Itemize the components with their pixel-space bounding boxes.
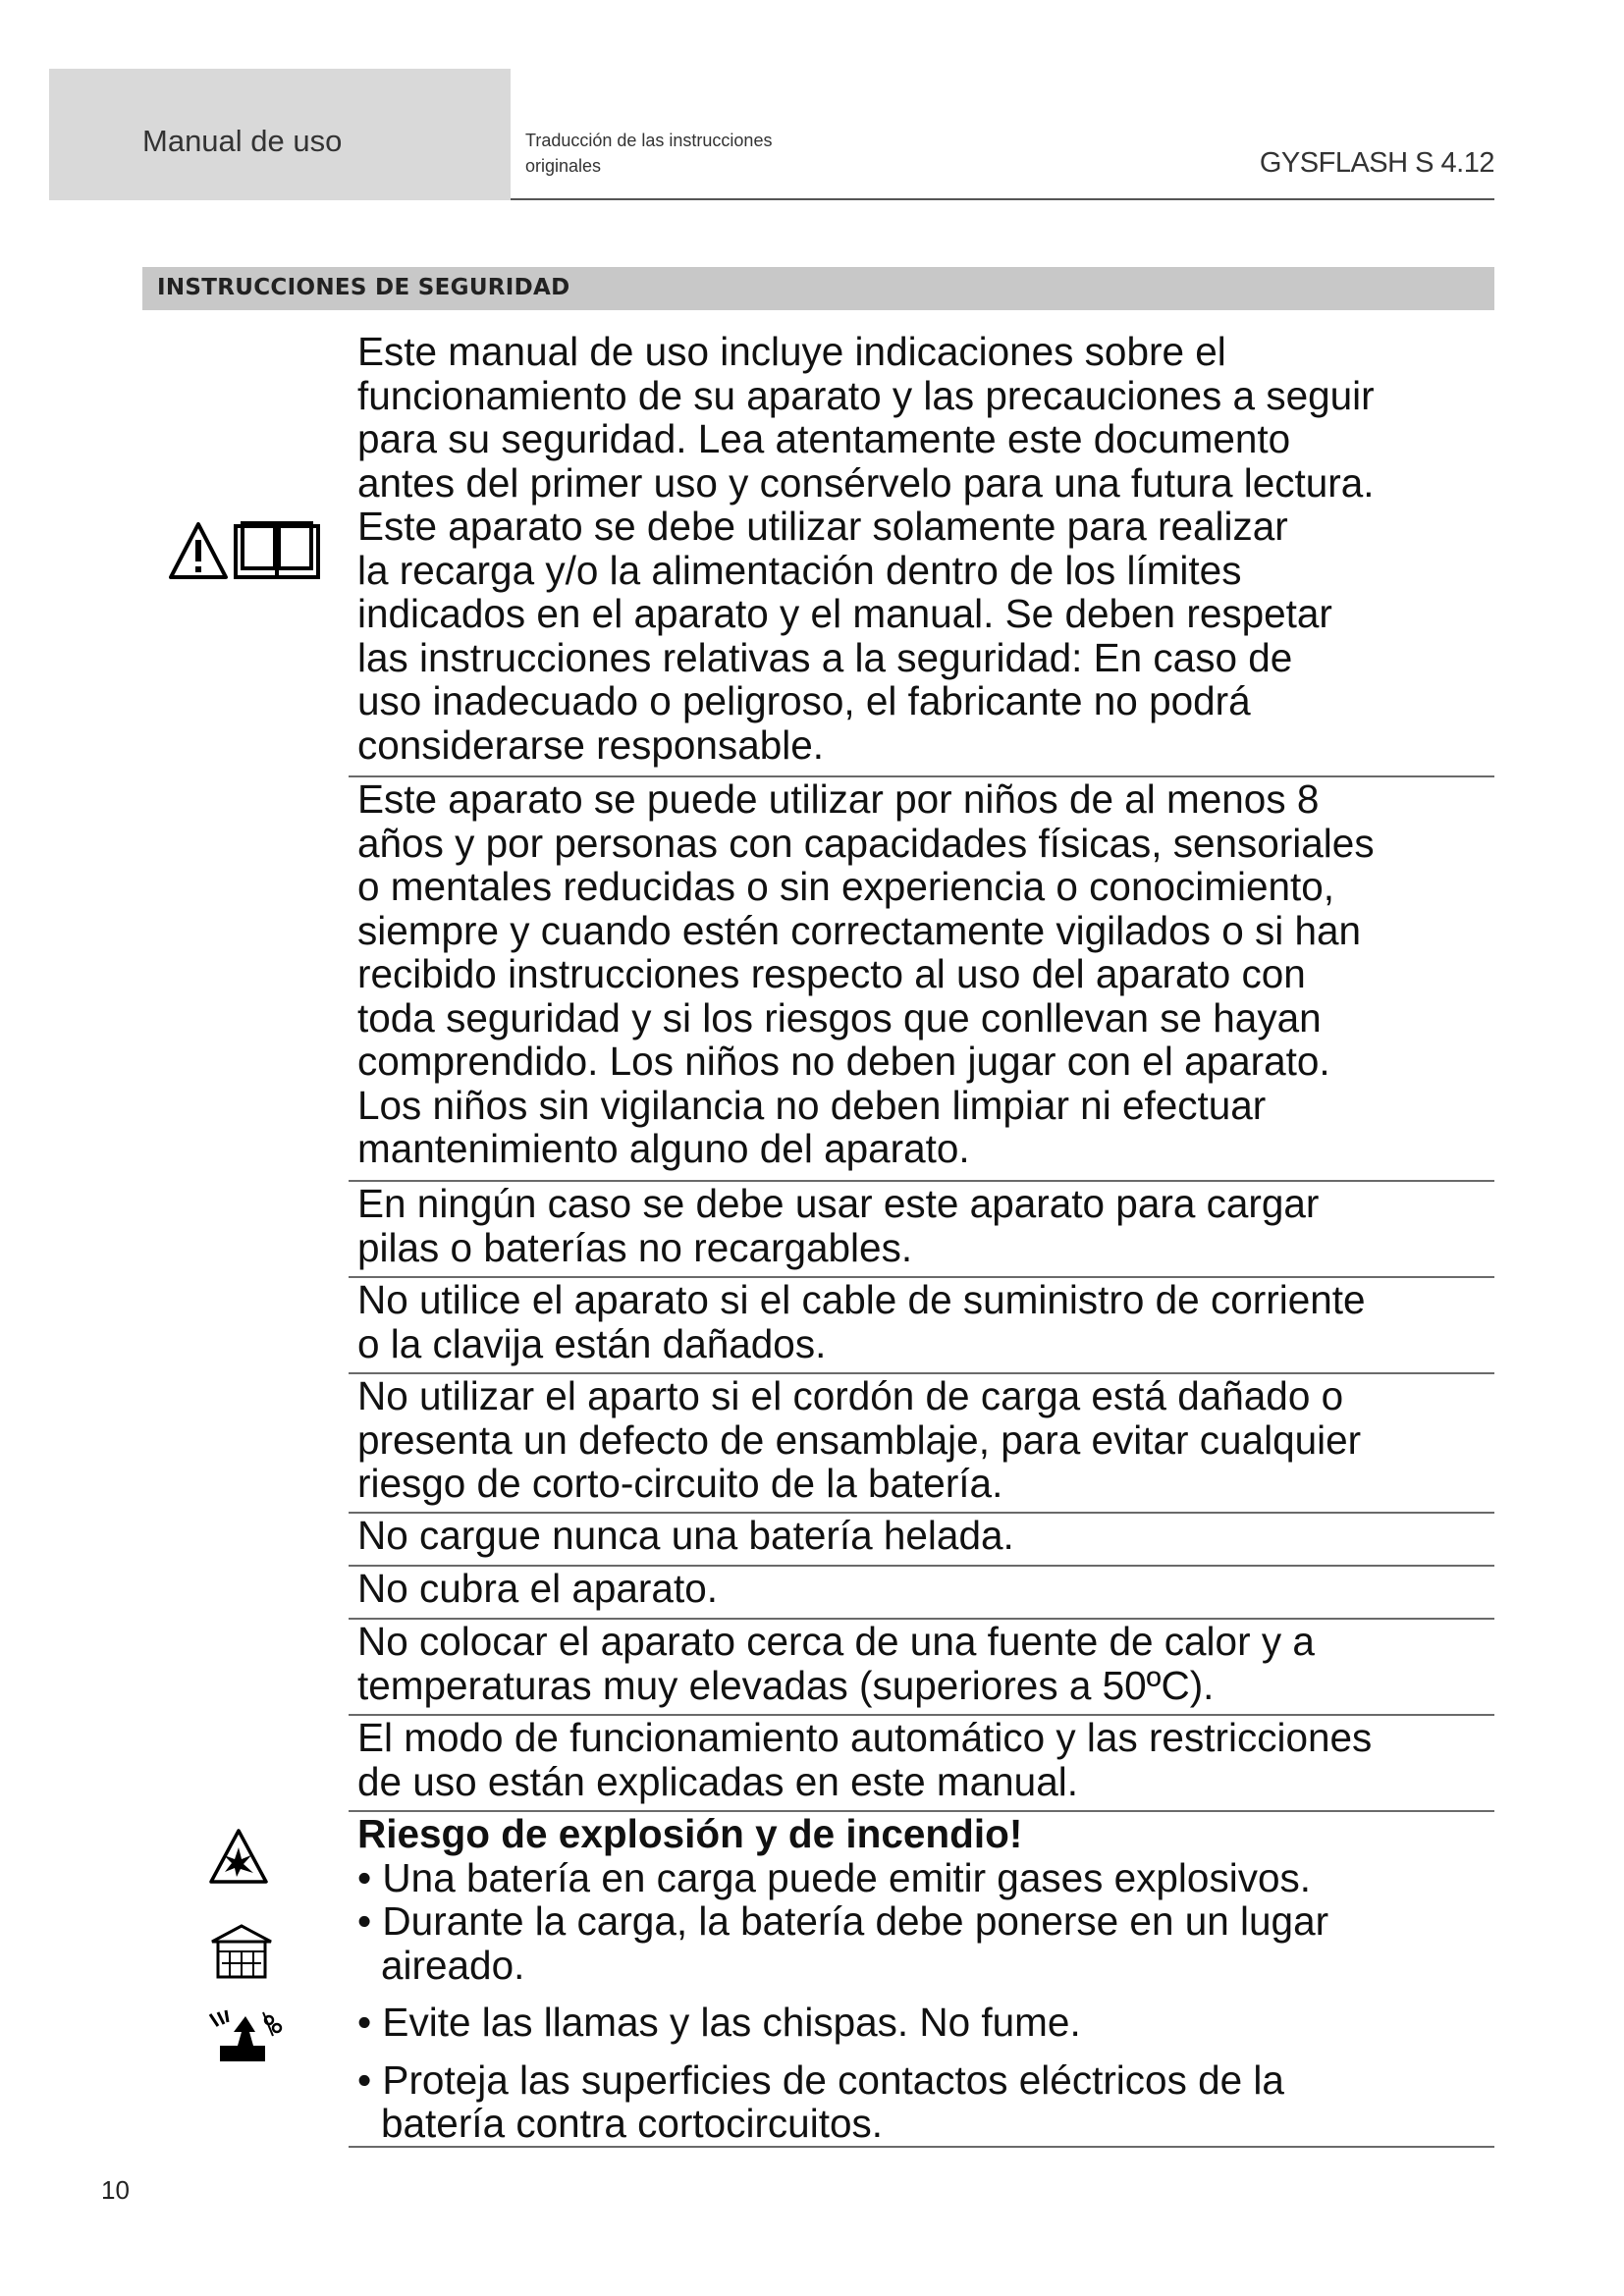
text-line: comprendido. Los niños no deben jugar con el aparato. bbox=[357, 1039, 1330, 1084]
safety-block-batteries bbox=[349, 1182, 1494, 1278]
header-divider bbox=[511, 198, 1494, 200]
safety-text bbox=[349, 1374, 1494, 1506]
safety-block-cover bbox=[349, 1567, 1494, 1620]
text-line: presenta un defecto de ensamblaje, para evitar cualquier bbox=[357, 1416, 1362, 1463]
text-line: recibido instrucciones respecto al uso del aparato con bbox=[357, 951, 1306, 996]
explosion-bullet-gases: • Una batería en carga puede emitir gases explosivos. bbox=[357, 1854, 1311, 1900]
safety-block-intro bbox=[349, 330, 1494, 777]
header-subtitle-line1: Traducción de las instrucciones bbox=[525, 131, 773, 150]
explosion-warning-icon bbox=[208, 1828, 269, 1885]
text-line: funcionamiento de su aparato y las precauciones a seguir bbox=[357, 372, 1375, 418]
safety-text bbox=[349, 1716, 1494, 1803]
safety-text bbox=[349, 1182, 1494, 1269]
text-line: temperaturas muy elevadas (superiores a 50ºC). bbox=[357, 1662, 1215, 1708]
explosion-fire-block bbox=[349, 1812, 1494, 2148]
text-line: Este aparato se puede utilizar por niños de al menos 8 bbox=[357, 776, 1320, 822]
safety-text bbox=[349, 1567, 1494, 1611]
text-line: No utilice el aparato si el cable de suministro de corriente bbox=[357, 1277, 1366, 1322]
header-subtitle-line2: originales bbox=[525, 156, 602, 176]
explosion-bullet-ventilated-cont: aireado. bbox=[381, 1942, 525, 1988]
warning-manual-icon bbox=[169, 520, 326, 583]
text-line: Este manual de uso incluye indicaciones sobre el bbox=[357, 329, 1226, 374]
safety-block-heat bbox=[349, 1620, 1494, 1716]
page-number: 10 bbox=[101, 2175, 130, 2205]
text-line: indicados en el aparato y el manual. Se deben respetar bbox=[357, 591, 1332, 636]
explosion-text bbox=[349, 1812, 1494, 2146]
text-line: siempre y cuando estén correctamente vigilados o si han bbox=[357, 907, 1362, 953]
text-line: de uso están explicadas en este manual. bbox=[357, 1758, 1078, 1804]
safety-block-frozen bbox=[349, 1514, 1494, 1567]
explosion-bullet-flames: • Evite las llamas y las chispas. No fume. bbox=[357, 2000, 1081, 2045]
safety-text bbox=[349, 1620, 1494, 1707]
explosion-heading: Riesgo de explosión y de incendio! bbox=[357, 1811, 1023, 1856]
safety-block-children bbox=[349, 777, 1494, 1182]
safety-text bbox=[349, 1514, 1494, 1558]
text-line: las instrucciones relativas a la seguridad: En caso de bbox=[357, 634, 1293, 680]
section-title: INSTRUCCIONES DE SEGURIDAD bbox=[157, 275, 570, 300]
safety-text bbox=[349, 777, 1494, 1171]
text-line: No cargue nunca una batería helada. bbox=[357, 1513, 1014, 1558]
text-line: Los niños sin vigilancia no deben limpiar ni efectuar bbox=[357, 1082, 1267, 1128]
text-line: No colocar el aparato cerca de una fuente de calor y a bbox=[357, 1619, 1315, 1664]
safety-block-cord bbox=[349, 1374, 1494, 1514]
safety-text bbox=[349, 330, 1494, 767]
text-line: pilas o baterías no recargables. bbox=[357, 1224, 913, 1270]
safety-block-cable bbox=[349, 1278, 1494, 1374]
text-line: o la clavija están dañados. bbox=[357, 1320, 827, 1366]
safety-block-auto-mode bbox=[349, 1716, 1494, 1812]
text-line: No utilizar el aparto si el cordón de carga está dañado o bbox=[357, 1373, 1344, 1418]
text-line: El modo de funcionamiento automático y las restricciones bbox=[357, 1715, 1373, 1760]
explosion-bullet-contacts-cont: batería contra cortocircuitos. bbox=[381, 2101, 883, 2146]
text-line: mantenimiento alguno del aparato. bbox=[357, 1126, 970, 1171]
text-line: considerarse responsable. bbox=[357, 721, 825, 768]
text-line: Este aparato se debe utilizar solamente para realizar bbox=[357, 504, 1288, 549]
safety-text bbox=[349, 1278, 1494, 1365]
text-line: No cubra el aparato. bbox=[357, 1566, 718, 1611]
explosion-bullet-ventilated: • Durante la carga, la batería debe ponerse en un lugar bbox=[357, 1898, 1329, 1944]
no-flames-sparks-icon bbox=[204, 2006, 285, 2065]
text-line: uso inadecuado o peligroso, el fabricante no podrá bbox=[357, 678, 1251, 723]
header-title: Manual de uso bbox=[142, 124, 343, 158]
text-line: la recarga y/o la alimentación dentro de los límites bbox=[357, 547, 1242, 593]
header-model: GYSFLASH S 4.12 bbox=[1259, 147, 1494, 179]
text-line: años y por personas con capacidades físicas, sensoriales bbox=[357, 820, 1375, 866]
text-line: antes del primer uso y consérvelo para una futura lectura. bbox=[357, 459, 1375, 506]
text-line: En ningún caso se debe usar este aparato para cargar bbox=[357, 1181, 1320, 1226]
explosion-bullet-contacts: • Proteja las superficies de contactos eléctricos de la bbox=[357, 2056, 1284, 2103]
text-line: o mentales reducidas o sin experiencia o conocimiento, bbox=[357, 864, 1335, 909]
text-line: toda seguridad y si los riesgos que conllevan se hayan bbox=[357, 994, 1322, 1041]
text-line: riesgo de corto-circuito de la batería. bbox=[357, 1461, 1003, 1506]
text-line: para su seguridad. Lea atentamente este documento bbox=[357, 416, 1291, 461]
ventilated-room-icon bbox=[208, 1922, 275, 1981]
header-subtitle bbox=[525, 128, 772, 179]
